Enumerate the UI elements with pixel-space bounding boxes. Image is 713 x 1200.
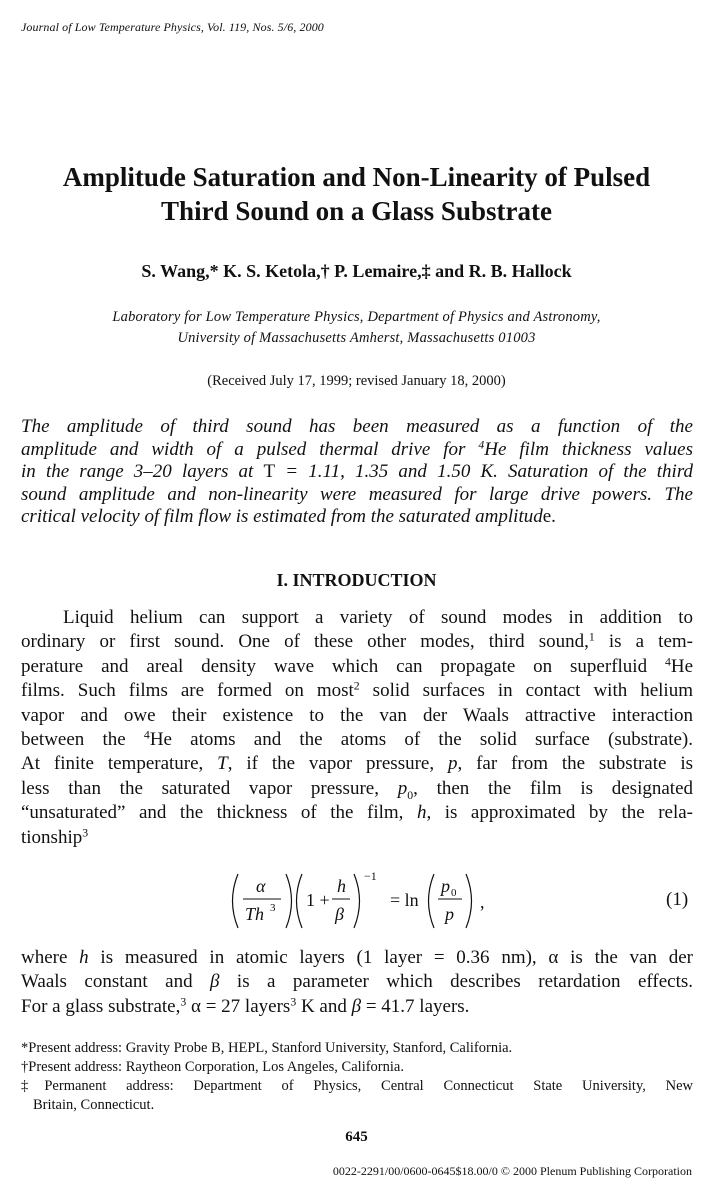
body-line: “unsaturated” and the thickness of the film, h, is approximated by the rela- [21,802,693,824]
eq-cube: 3 [270,902,276,914]
eq-alpha: α [256,876,266,896]
abstract-line: amplitude and width of a pulsed thermal drive for $^4$He film thickness values [21,438,693,460]
right-paren [286,874,292,928]
left-paren [429,874,435,928]
left-paren [233,874,239,928]
right-paren [466,874,472,928]
affiliation-line-2: University of Massachusetts Amherst, Massachusetts 01003 [177,330,536,346]
eq-p: p [445,904,454,924]
body-line: vapor and owe their existence to the van der Waals attractive interaction [21,704,693,726]
journal-header: Journal of Low Temperature Physics, Vol. 119, Nos. 5/6, 2000 [21,20,324,34]
intro-paragraph [21,606,693,850]
affiliation [0,307,713,349]
eq-comma: , [480,892,485,912]
title-line-2: Third Sound on a Glass Substrate [161,196,552,226]
affiliation-line-1: Laboratory for Low Temperature Physics, Department of Physics and Astronomy, [112,309,601,325]
body-line: Waals constant and β is a parameter which describes retardation effects. [21,971,694,993]
abstract-line: critical velocity of film flow is estimated from the saturated amplitude. [21,506,556,528]
eq-zero: 0 [451,887,457,899]
footnote: †Present address: Raytheon Corporation, Los Angeles, California. [21,1059,404,1075]
paper-title [0,160,713,228]
section-heading: I. INTRODUCTION [276,570,437,590]
eq-exponent: −1 [364,869,377,883]
title-line-1: Amplitude Saturation and Non-Linearity of Pulsed [62,162,651,192]
body-line: tionship$^3$ [21,826,89,848]
eq-p0: p [441,876,450,896]
eq-h: h [337,876,346,896]
footnotes [21,1039,693,1115]
body-line: films. Such films are formed on most$^2$ solid surfaces in contact with helium [21,679,693,702]
eq-equals-ln: = ln [390,890,419,910]
body-line: ordinary or first sound. One of these other modes, third sound,$^1$ is a tem- [21,630,693,653]
post-equation-paragraph [21,946,693,1019]
body-line: where h is measured in atomic layers (1 layer = 0.36 nm), α is the van der [21,947,693,968]
body-line: less than the saturated vapor pressure, $p_0$, then the film is designated [21,777,693,802]
eq-beta: β [335,904,344,924]
abstract-line: The amplitude of third sound has been measured as a function of the [21,416,693,437]
equation-number: (1) [666,889,689,910]
footnote: *Present address: Gravity Probe B, HEPL, Stanford University, Stanford, California. [21,1040,513,1056]
body-line: perature and areal density wave which can propagate on superfluid $^4$He [21,655,693,677]
body-line: between the $^4$He atoms and the atoms of the solid surface (substrate). [21,728,693,751]
body-line: For a glass substrate,$^3$ α = 27 layers$^3$ K and β = 41.7 layers. [21,995,470,1017]
abstract-line: in the range 3–20 layers at T = 1.11, 1.35 and 1.50 K. Saturation of the third [21,461,694,483]
body-line: At finite temperature, T, if the vapor pressure, p, far from the substrate is [21,753,693,775]
eq-one-plus: 1 + [306,890,330,910]
footnote: ‡Permanent address: Department of Physics, Central Connecticut State University, New [21,1078,693,1094]
received-dates: (Received July 17, 1999; revised January 18, 2000) [207,373,506,389]
left-paren [297,874,303,928]
page-number: 645 [345,1129,368,1145]
eq-Th: Th [245,904,265,924]
abstract-line: sound amplitude and non-linearity were measured for large drive powers. The [21,483,693,505]
author-list: S. Wang,* K. S. Ketola,† P. Lemaire,‡ and R. B. Hallock [141,261,572,281]
right-paren [354,874,360,928]
body-line: Liquid helium can support a variety of sound modes in addition to [63,607,693,628]
abstract [21,416,693,529]
equation-1 [226,868,526,934]
copyright-line: 0022-2291/00/0600-0645$18.00/0 © 2000 Plenum Publishing Corporation [332,1164,692,1178]
footnote-continuation: Britain, Connecticut. [33,1097,155,1113]
